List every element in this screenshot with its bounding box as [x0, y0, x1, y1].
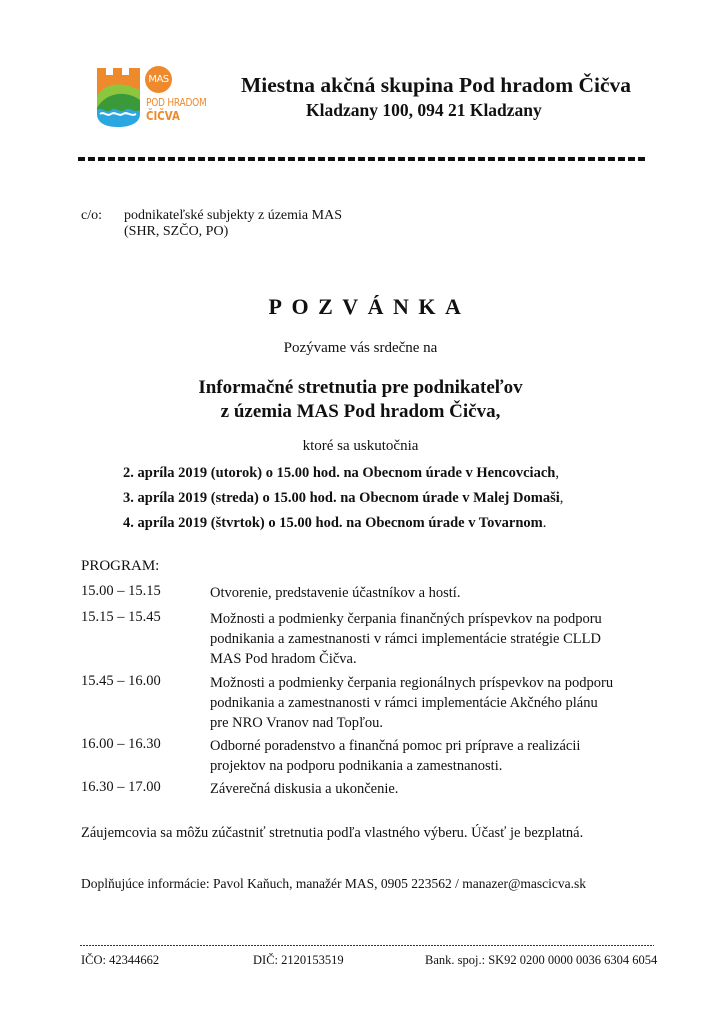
program-item-description [210, 673, 670, 733]
header-dashed-divider [78, 157, 648, 161]
logo-text-cicva: ČIČVA [146, 109, 180, 123]
program-description-line: pre NRO Vranov nad Topľou. [210, 715, 384, 731]
recipient-line-2: (SHR, SZČO, PO) [124, 224, 229, 239]
meeting-punctuation: . [542, 515, 547, 531]
meeting-item [123, 490, 563, 507]
logo-mas-badge: MAS [145, 66, 172, 93]
program-description-line: Možnosti a podmienky čerpania regionálnych príspevkov na podporu [210, 675, 614, 691]
program-item-time: 16.00 – 16.30 [81, 736, 161, 752]
meeting-punctuation: , [559, 490, 564, 506]
program-item-description [210, 583, 670, 603]
contact-info: Doplňujúce informácie: Pavol Kaňuch, manažér MAS, 0905 223562 / manazer@mascicva.sk [81, 876, 587, 891]
recipient-line-1: podnikateľské subjekty z územia MAS [124, 208, 342, 223]
program-description-line: Záverečná diskusia a ukončenie. [210, 781, 399, 797]
program-description-line: MAS Pod hradom Čičva. [210, 651, 357, 667]
program-item-description [210, 609, 670, 669]
event-title-line-1: Informačné stretnutia pre podnikateľov [198, 377, 523, 398]
program-description-line: Otvorenie, predstavenie účastníkov a hostí. [210, 585, 461, 601]
logo-text-pod-hradom: POD HRADOM [146, 96, 207, 109]
program-description-line: Odborné poradenstvo a finančná pomoc pri príprave a realizácii [210, 738, 581, 754]
footer-company-id: IČO: 42344662 [81, 953, 160, 967]
program-description-line: podnikania a zamestnanosti v rámci implementácie Akčného plánu [210, 695, 598, 711]
castle-hills-river-logo-icon [96, 66, 144, 128]
meeting-punctuation: , [555, 465, 559, 481]
program-description-line: podnikania a zamestnanosti v rámci implementácie stratégie CLLD [210, 631, 601, 647]
recipient-label: c/o: [81, 208, 102, 223]
organization-logo [96, 66, 220, 128]
footer-bank-account: Bank. spoj.: SK92 0200 0000 0036 6304 6054 [425, 953, 658, 967]
program-item-description [210, 736, 670, 776]
program-description-line: Možnosti a podmienky čerpania finančných príspevkov na podporu [210, 611, 602, 627]
program-item-time: 15.45 – 16.00 [81, 673, 161, 689]
meeting-item [123, 465, 559, 482]
program-item-time: 16.30 – 17.00 [81, 779, 161, 795]
meeting-details: 4. apríla 2019 (štvrtok) o 15.00 hod. na Obecnom úrade v Tovarnom [123, 515, 543, 531]
program-description-line: projektov na podporu podnikania a zamestnanosti. [210, 758, 503, 774]
invitation-title: POZVÁNKA [268, 294, 471, 319]
program-item-time: 15.00 – 15.15 [81, 583, 161, 599]
meeting-item [123, 515, 546, 532]
invitation-intro: Pozývame vás srdečne na [283, 340, 438, 356]
meeting-details: 3. apríla 2019 (streda) o 15.00 hod. na Obecnom úrade v Malej Domaši [123, 490, 560, 506]
footer-dashed-divider [80, 945, 654, 946]
logo-wordmark [144, 66, 224, 128]
program-heading: PROGRAM: [81, 558, 160, 574]
program-item-description [210, 779, 670, 799]
participation-note: Záujemcovia sa môžu zúčastniť stretnutia podľa vlastného výberu. Účasť je bezplatná. [81, 825, 584, 841]
organization-address: Kladzany 100, 094 21 Kladzany [306, 100, 542, 120]
footer-tax-id: DIČ: 2120153519 [253, 953, 344, 967]
organization-name: Miestna akčná skupina Pod hradom Čičva [241, 73, 632, 97]
event-title-line-2: z územia MAS Pod hradom Čičva, [220, 401, 501, 422]
program-item-time: 15.15 – 15.45 [81, 609, 161, 625]
meeting-details: 2. apríla 2019 (utorok) o 15.00 hod. na Obecnom úrade v Hencovciach [123, 465, 556, 481]
event-when-intro: ktoré sa uskutočnia [302, 438, 419, 454]
